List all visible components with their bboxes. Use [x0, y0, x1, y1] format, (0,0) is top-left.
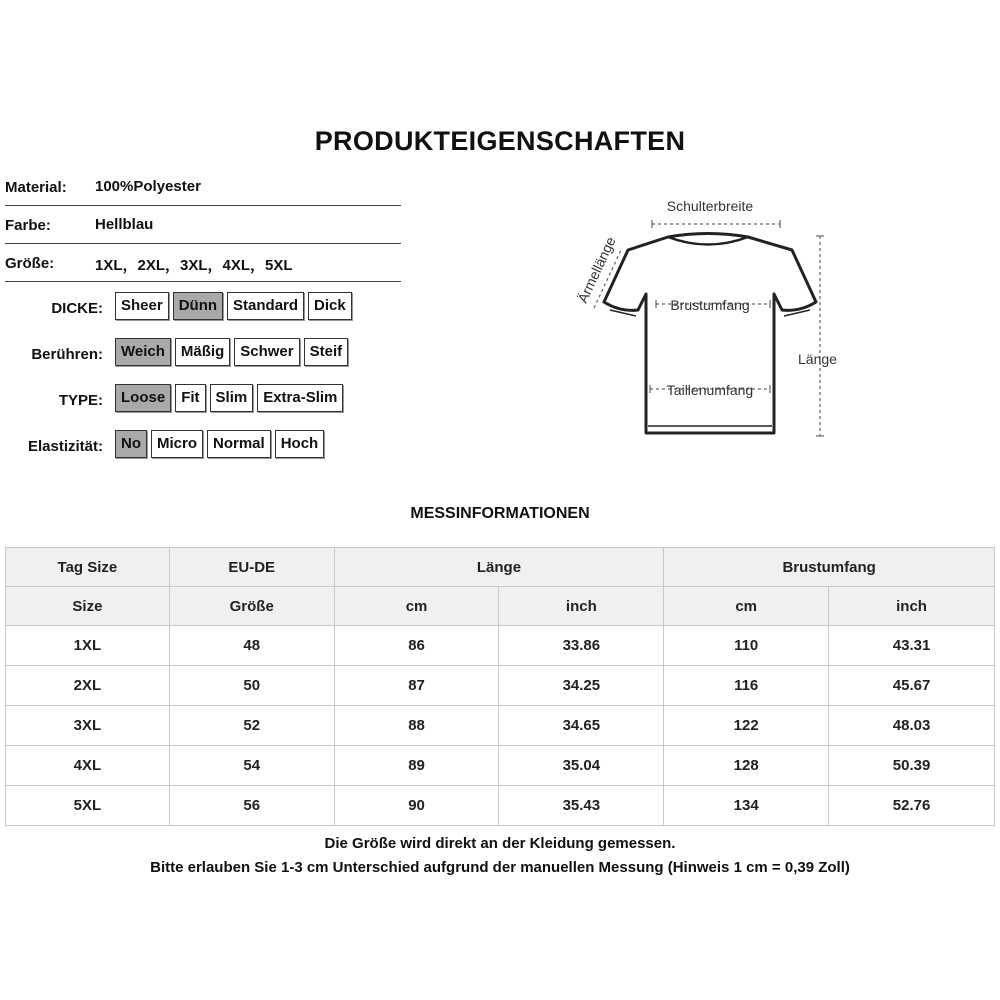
attribute-label: TYPE: — [58, 392, 103, 409]
option-maessig: Mäßig — [175, 338, 230, 366]
color-value: Hellblau — [95, 216, 154, 233]
table-cell: 48.03 — [829, 706, 995, 746]
table-cell: 116 — [664, 666, 829, 706]
tshirt-outline-icon — [604, 234, 816, 434]
attribute-thickness — [0, 292, 400, 322]
table-cell: 88 — [334, 706, 499, 746]
option-duenn: Dünn — [173, 292, 223, 320]
material-row — [5, 168, 401, 206]
table-row — [6, 706, 995, 746]
measurement-title: MESSINFORMATIONEN — [410, 505, 590, 522]
table-header-row — [6, 548, 995, 587]
table-row — [6, 626, 995, 666]
table-cell: 43.31 — [829, 626, 995, 666]
attribute-type — [0, 384, 400, 414]
option-hoch: Hoch — [275, 430, 325, 458]
subheader-cell: inch — [829, 587, 995, 626]
option-schwer: Schwer — [234, 338, 299, 366]
attribute-label: Elastizität: — [27, 438, 103, 455]
table-cell: 35.43 — [499, 786, 664, 826]
shoulder-width-label: Schulterbreite — [666, 198, 754, 214]
table-cell: 86 — [334, 626, 499, 666]
table-cell: 1XL — [6, 626, 170, 666]
attribute-elasticity — [0, 430, 400, 460]
sleeve-length-label: Ärmellänge — [574, 234, 619, 306]
size-row — [5, 244, 401, 282]
option-fit: Fit — [175, 384, 205, 412]
attribute-label: DICKE: — [51, 300, 103, 317]
table-cell: 134 — [664, 786, 829, 826]
table-cell: 2XL — [6, 666, 170, 706]
table-row — [6, 746, 995, 786]
material-label: Material: — [5, 179, 67, 196]
material-value: 100%Polyester — [95, 178, 201, 195]
waist-label: Taillenumfang — [666, 382, 754, 398]
size-value: 1XL，2XL，3XL，4XL，5XL — [95, 257, 293, 274]
option-no: No — [115, 430, 147, 458]
table-cell: 34.25 — [499, 666, 664, 706]
table-cell: 122 — [664, 706, 829, 746]
table-cell: 34.65 — [499, 706, 664, 746]
option-standard: Standard — [227, 292, 304, 320]
option-loose: Loose — [115, 384, 171, 412]
option-weich: Weich — [115, 338, 171, 366]
tolerance-note: Bitte erlauben Sie 1-3 cm Unterschied aufgrund der manuellen Messung (Hinweis 1 cm = 0,39 Zoll) — [150, 859, 850, 876]
option-normal: Normal — [207, 430, 271, 458]
header-length: Länge — [334, 548, 664, 587]
table-row — [6, 786, 995, 826]
length-label: Länge — [798, 351, 837, 367]
table-cell: 50.39 — [829, 746, 995, 786]
subheader-cell: cm — [334, 587, 499, 626]
color-row — [5, 206, 401, 244]
option-micro: Micro — [151, 430, 203, 458]
table-cell: 128 — [664, 746, 829, 786]
header-eu-de: EU-DE — [169, 548, 334, 587]
size-label: Größe: — [5, 255, 55, 272]
subheader-cell: inch — [499, 587, 664, 626]
chest-label: Brustumfang — [670, 297, 750, 313]
table-cell: 45.67 — [829, 666, 995, 706]
subheader-cell: Size — [6, 587, 170, 626]
table-cell: 54 — [169, 746, 334, 786]
option-steif: Steif — [304, 338, 349, 366]
table-cell: 33.86 — [499, 626, 664, 666]
table-cell: 90 — [334, 786, 499, 826]
table-cell: 48 — [169, 626, 334, 666]
color-label: Farbe: — [5, 217, 51, 234]
table-cell: 52 — [169, 706, 334, 746]
table-cell: 110 — [664, 626, 829, 666]
subheader-cell: cm — [664, 587, 829, 626]
table-cell: 3XL — [6, 706, 170, 746]
subheader-cell: Größe — [169, 587, 334, 626]
option-dick: Dick — [308, 292, 352, 320]
table-cell: 56 — [169, 786, 334, 826]
measurement-note: Die Größe wird direkt an der Kleidung gemessen. — [324, 835, 676, 852]
table-cell: 50 — [169, 666, 334, 706]
attribute-touch — [0, 338, 400, 368]
tshirt-measurement-diagram — [560, 190, 860, 450]
header-chest: Brustumfang — [664, 548, 995, 587]
table-row — [6, 666, 995, 706]
header-tag-size: Tag Size — [6, 548, 170, 587]
table-cell: 89 — [334, 746, 499, 786]
table-cell: 35.04 — [499, 746, 664, 786]
attribute-label: Berühren: — [31, 346, 103, 363]
table-cell: 52.76 — [829, 786, 995, 826]
size-table — [5, 547, 995, 826]
table-cell: 4XL — [6, 746, 170, 786]
property-list — [5, 168, 401, 282]
option-slim: Slim — [210, 384, 254, 412]
table-cell: 87 — [334, 666, 499, 706]
page-title: PRODUKTEIGENSCHAFTEN — [314, 126, 686, 156]
table-cell: 5XL — [6, 786, 170, 826]
option-extra-slim: Extra-Slim — [257, 384, 343, 412]
option-sheer: Sheer — [115, 292, 169, 320]
table-subheader-row — [6, 587, 995, 626]
